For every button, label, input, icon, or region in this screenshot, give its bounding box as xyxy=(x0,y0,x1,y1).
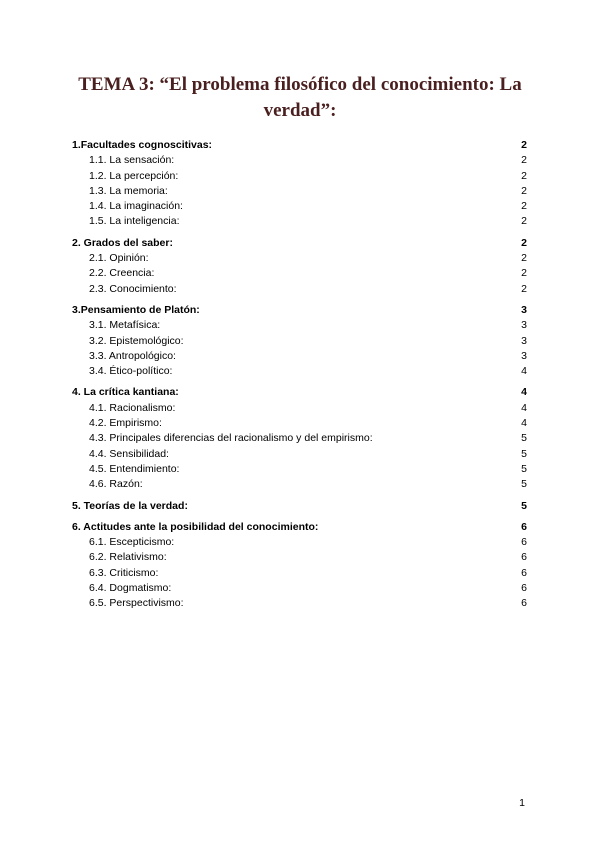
toc-entry-page: 3 xyxy=(521,319,527,332)
toc-entry-label: 1.3. La memoria: xyxy=(89,184,168,197)
toc-entry-label: 1.1. La sensación: xyxy=(89,154,175,167)
toc-heading-label: 1.Facultades cognoscitivas: xyxy=(72,139,213,151)
toc-entry[interactable] xyxy=(72,416,527,431)
toc-entry[interactable] xyxy=(72,282,527,297)
toc-entry-page: 6 xyxy=(521,566,527,579)
toc-entry-page: 2 xyxy=(521,154,527,167)
toc-entry-page: 4 xyxy=(521,401,527,414)
table-of-contents xyxy=(72,138,527,618)
toc-entry-label: 3.1. Metafísica: xyxy=(89,319,161,332)
toc-entry[interactable] xyxy=(72,199,527,214)
toc-entry-page: 4 xyxy=(521,417,527,430)
toc-entry-page: 6 xyxy=(521,536,527,549)
toc-heading-page: 3 xyxy=(521,303,527,316)
toc-entry[interactable] xyxy=(72,318,527,333)
toc-entry-page: 6 xyxy=(521,551,527,564)
toc-entry-label: 3.3. Antropológico: xyxy=(89,349,176,362)
toc-section xyxy=(72,236,527,297)
toc-entry-page: 5 xyxy=(521,478,527,491)
toc-section xyxy=(72,303,527,379)
toc-entry[interactable] xyxy=(72,535,527,550)
toc-heading-page: 6 xyxy=(521,520,527,533)
toc-entry-label: 6.3. Criticismo: xyxy=(89,566,159,579)
toc-entry-label: 4.3. Principales diferencias del racionalismo y del empirismo: xyxy=(89,432,373,445)
toc-heading[interactable] xyxy=(72,520,527,535)
toc-section xyxy=(72,138,527,230)
toc-section xyxy=(72,520,527,612)
document-title: TEMA 3: “El problema filosófico del conocimiento: La verdad”: xyxy=(78,74,522,121)
toc-heading[interactable] xyxy=(72,499,527,514)
toc-entry-page: 2 xyxy=(521,169,527,182)
toc-entry[interactable] xyxy=(72,566,527,581)
toc-heading[interactable] xyxy=(72,303,527,318)
toc-entry-label: 2.1. Opinión: xyxy=(89,252,149,265)
toc-entry[interactable] xyxy=(72,581,527,596)
toc-heading[interactable] xyxy=(72,385,527,400)
toc-entry-page: 5 xyxy=(521,447,527,460)
toc-entry-label: 2.3. Conocimiento: xyxy=(89,282,177,295)
toc-heading-page: 2 xyxy=(521,236,527,249)
toc-heading-page: 2 xyxy=(521,139,527,151)
toc-entry-page: 3 xyxy=(521,334,527,347)
toc-entry[interactable] xyxy=(72,447,527,462)
toc-heading-label: 4. La crítica kantiana: xyxy=(72,386,179,399)
toc-heading-label: 6. Actitudes ante la posibilidad del conocimiento: xyxy=(72,520,319,533)
toc-entry-label: 3.2. Epistemológico: xyxy=(89,334,184,347)
toc-entry-page: 2 xyxy=(521,200,527,213)
toc-entry-page: 4 xyxy=(521,365,527,378)
toc-heading[interactable] xyxy=(72,236,527,251)
toc-entry-page: 2 xyxy=(521,267,527,280)
toc-entry[interactable] xyxy=(72,349,527,364)
toc-entry[interactable] xyxy=(72,334,527,349)
toc-entry-page: 6 xyxy=(521,597,527,610)
toc-entry-page: 3 xyxy=(521,349,527,362)
page-number: 1 xyxy=(519,797,525,809)
toc-entry[interactable] xyxy=(72,431,527,446)
toc-entry[interactable] xyxy=(72,477,527,492)
toc-entry-label: 4.2. Empirismo: xyxy=(89,417,162,430)
toc-heading-page: 4 xyxy=(521,386,527,399)
toc-entry[interactable] xyxy=(72,251,527,266)
toc-entry[interactable] xyxy=(72,364,527,379)
toc-entry[interactable] xyxy=(72,153,527,168)
toc-entry[interactable] xyxy=(72,596,527,611)
toc-heading-label: 5. Teorías de la verdad: xyxy=(72,499,188,512)
toc-entry-page: 2 xyxy=(521,184,527,197)
toc-entry-label: 4.6. Razón: xyxy=(89,478,143,491)
toc-heading-page: 5 xyxy=(521,499,527,512)
toc-entry-label: 1.4. La imaginación: xyxy=(89,200,183,213)
toc-entry[interactable] xyxy=(72,169,527,184)
toc-entry-label: 6.4. Dogmatismo: xyxy=(89,582,172,595)
toc-entry-label: 6.2. Relativismo: xyxy=(89,551,167,564)
toc-entry-page: 5 xyxy=(521,462,527,475)
toc-entry-page: 2 xyxy=(521,282,527,295)
toc-entry-page: 6 xyxy=(521,582,527,595)
toc-heading-label: 3.Pensamiento de Platón: xyxy=(72,303,200,316)
toc-entry[interactable] xyxy=(72,214,527,229)
toc-entry-page: 2 xyxy=(521,215,527,228)
toc-entry[interactable] xyxy=(72,184,527,199)
toc-entry-label: 2.2. Creencia: xyxy=(89,267,155,280)
toc-entry-page: 5 xyxy=(521,432,527,445)
toc-entry[interactable] xyxy=(72,266,527,281)
toc-heading[interactable] xyxy=(72,138,527,153)
toc-entry-label: 3.4. Ético-político: xyxy=(89,365,173,378)
toc-entry-label: 4.1. Racionalismo: xyxy=(89,401,176,414)
toc-entry-label: 1.5. La inteligencia: xyxy=(89,215,180,228)
toc-entry-label: 6.5. Perspectivismo: xyxy=(89,597,184,610)
toc-section xyxy=(72,499,527,514)
toc-entry[interactable] xyxy=(72,550,527,565)
toc-entry-label: 4.4. Sensibilidad: xyxy=(89,447,169,460)
toc-entry-label: 1.2. La percepción: xyxy=(89,169,179,182)
toc-entry-page: 2 xyxy=(521,252,527,265)
toc-section xyxy=(72,385,527,492)
toc-entry-label: 6.1. Escepticismo: xyxy=(89,536,175,549)
toc-entry-label: 4.5. Entendimiento: xyxy=(89,462,180,475)
toc-entry[interactable] xyxy=(72,401,527,416)
toc-heading-label: 2. Grados del saber: xyxy=(72,236,173,249)
toc-entry[interactable] xyxy=(72,462,527,477)
